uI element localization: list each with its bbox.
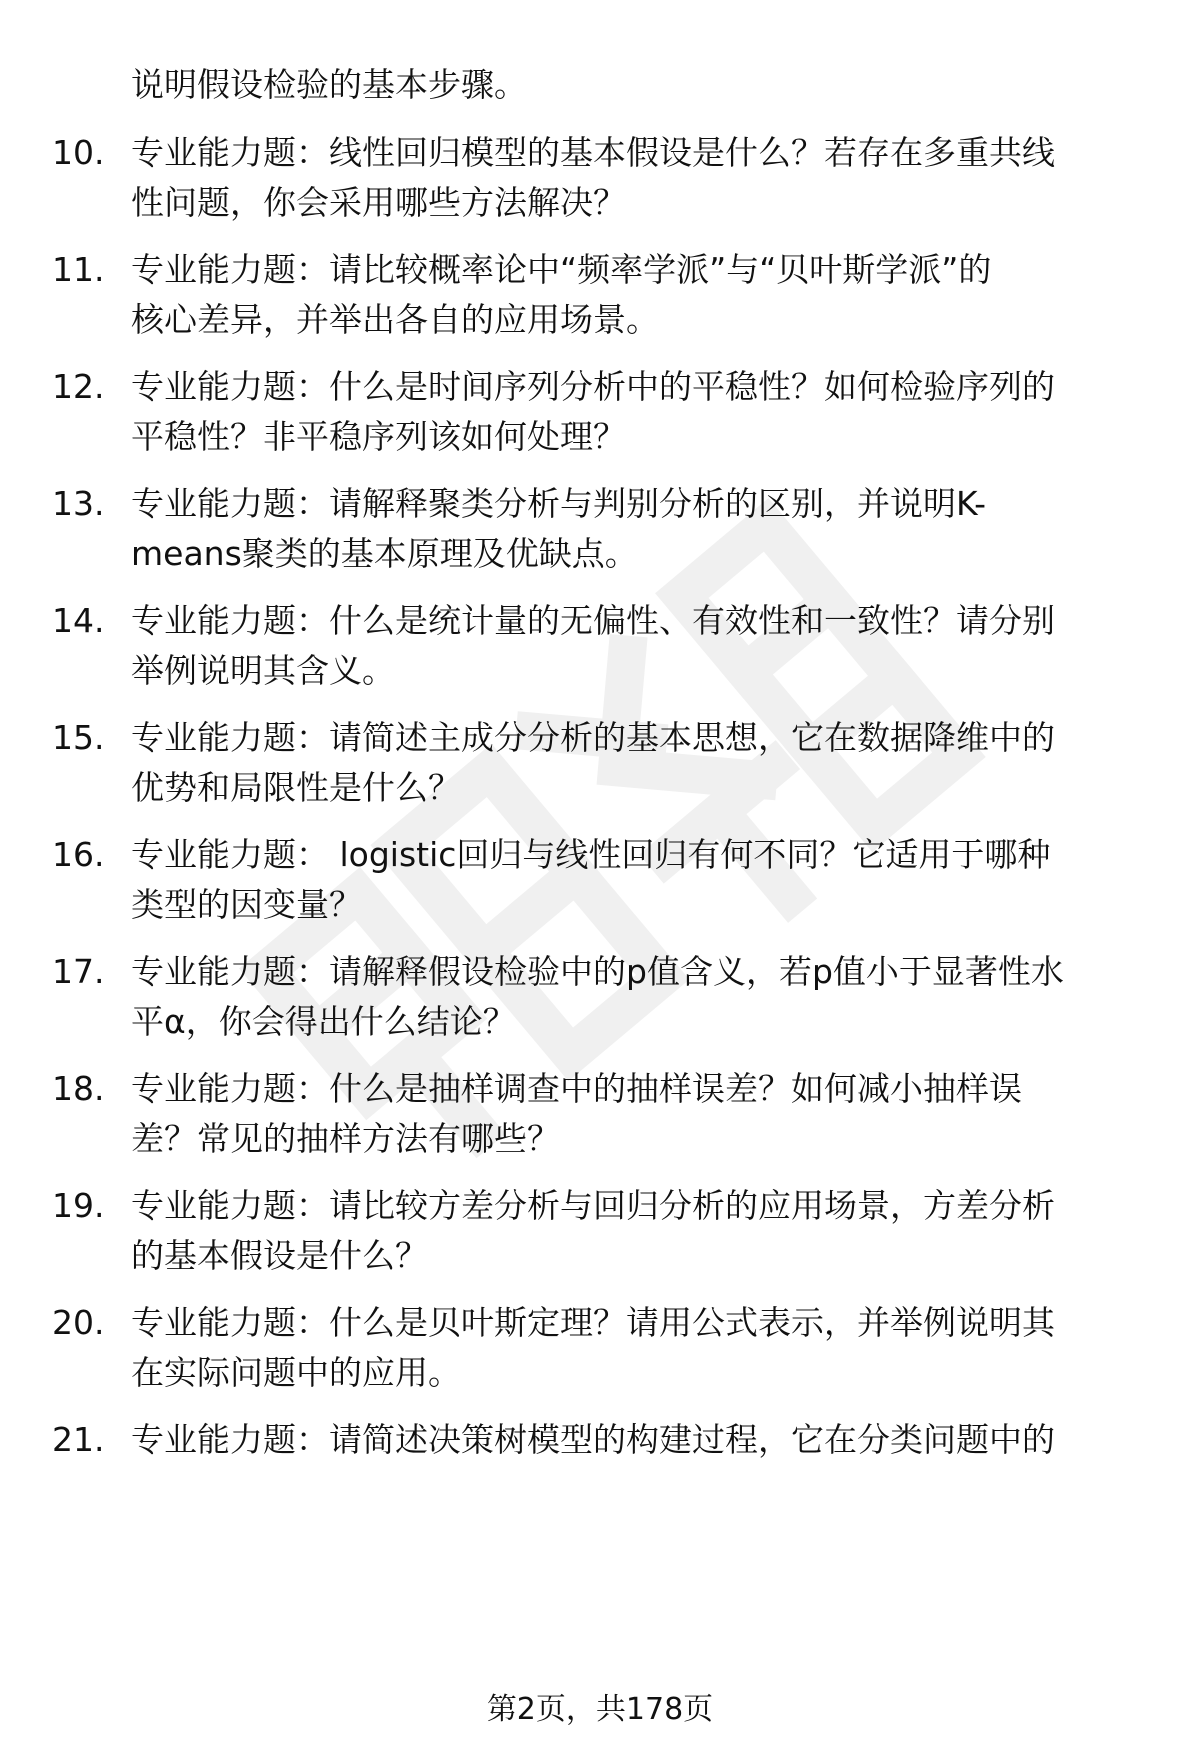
list-item	[0, 596, 1200, 696]
continuation-text: 说明假设检验的基本步骤。	[131, 65, 527, 104]
question-number: 15.	[52, 718, 105, 757]
question-text-line: 专业能力题： logistic回归与线性回归有何不同？它适用于哪种	[131, 835, 1051, 874]
question-text-line: 性问题，你会采用哪些方法解决？	[131, 183, 626, 222]
page-footer: 第2页，共178页	[486, 1692, 714, 1727]
question-number: 14.	[52, 601, 105, 640]
question-text-line: 差？常见的抽样方法有哪些？	[131, 1119, 560, 1158]
list-item	[0, 128, 1200, 228]
question-number: 11.	[52, 250, 105, 289]
question-number: 13.	[52, 484, 105, 523]
question-text-line: 专业能力题：请比较概率论中“频率学派”与“贝叶斯学派”的	[131, 250, 992, 289]
question-text-line: 专业能力题：请简述决策树模型的构建过程，它在分类问题中的	[131, 1420, 1055, 1459]
question-text-line: 专业能力题：请解释聚类分析与判别分析的区别，并说明K-	[131, 484, 987, 523]
question-number: 21.	[52, 1420, 105, 1459]
question-text-line: 专业能力题：什么是贝叶斯定理？请用公式表示，并举例说明其	[131, 1303, 1055, 1342]
list-item	[0, 362, 1200, 462]
list-item	[0, 713, 1200, 813]
question-text-line: 专业能力题：请简述主成分分析的基本思想，它在数据降维中的	[131, 718, 1055, 757]
question-text-line: means聚类的基本原理及优缺点。	[131, 534, 638, 573]
question-text-line: 专业能力题：线性回归模型的基本假设是什么？若存在多重共线	[131, 133, 1055, 172]
question-text-line: 平α，你会得出什么结论？	[131, 1002, 516, 1041]
question-text-line: 专业能力题：什么是统计量的无偏性、有效性和一致性？请分别	[131, 601, 1055, 640]
question-text-line: 类型的因变量？	[131, 885, 362, 924]
question-text-line: 专业能力题：什么是抽样调查中的抽样误差？如何减小抽样误	[131, 1069, 1022, 1108]
question-text-line: 举例说明其含义。	[131, 651, 395, 690]
question-text-line: 专业能力题：什么是时间序列分析中的平稳性？如何检验序列的	[131, 367, 1055, 406]
question-number: 20.	[52, 1303, 105, 1342]
question-text-line: 平稳性？非平稳序列该如何处理？	[131, 417, 626, 456]
question-text-line: 的基本假设是什么？	[131, 1236, 428, 1275]
question-text-line: 核心差异，并举出各自的应用场景。	[131, 300, 659, 339]
list-item	[0, 1181, 1200, 1281]
list-item	[0, 1415, 1200, 1515]
list-item	[0, 479, 1200, 579]
question-number: 17.	[52, 952, 105, 991]
question-text-line: 专业能力题：请解释假设检验中的p值含义，若p值小于显著性水	[131, 952, 1064, 991]
question-number: 18.	[52, 1069, 105, 1108]
question-text-line: 在实际问题中的应用。	[131, 1353, 461, 1392]
list-item	[0, 245, 1200, 345]
list-item	[0, 830, 1200, 930]
list-item	[0, 1064, 1200, 1164]
question-number: 19.	[52, 1186, 105, 1225]
question-number: 12.	[52, 367, 105, 406]
question-number: 10.	[52, 133, 105, 172]
list-item	[0, 947, 1200, 1047]
question-text-line: 优势和局限性是什么？	[131, 768, 461, 807]
list-item	[0, 1298, 1200, 1398]
question-text-line: 专业能力题：请比较方差分析与回归分析的应用场景，方差分析	[131, 1186, 1055, 1225]
question-number: 16.	[52, 835, 105, 874]
